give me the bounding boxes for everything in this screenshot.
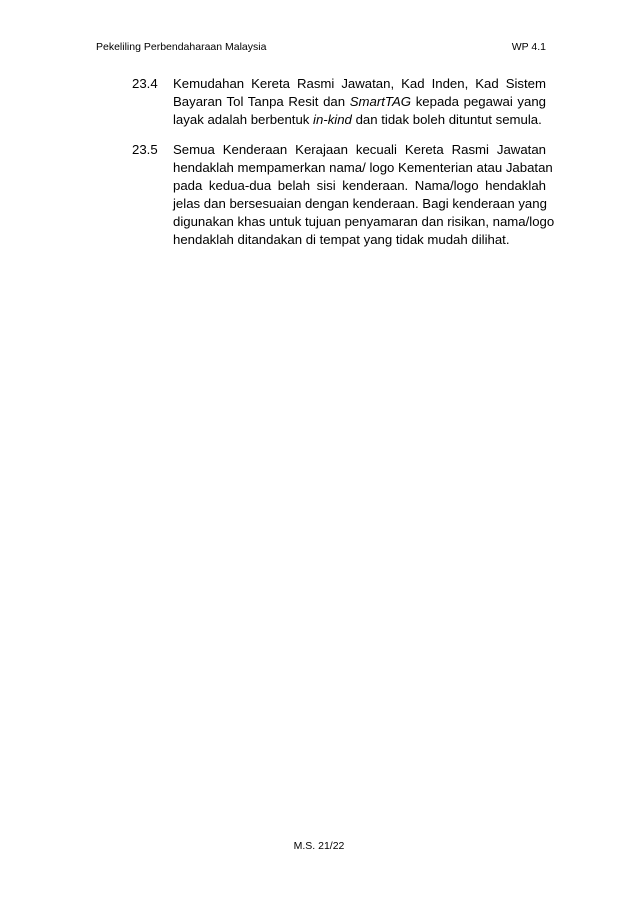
header-title: Pekeliling Perbendaharaan Malaysia [96, 41, 267, 53]
clause-line [173, 75, 546, 93]
italic-term: SmartTAG [349, 94, 412, 109]
text-run: dan tidak boleh dituntut semula. [351, 112, 542, 127]
text-run: kepada pegawai yang [411, 94, 547, 109]
italic-term: in-kind [313, 112, 352, 127]
clause-line [173, 177, 546, 195]
clause-line [173, 141, 546, 159]
page-number: M.S. 21/22 [293, 840, 345, 852]
text-run: hendaklah ditandakan di tempat yang tidak mudah dilihat. [173, 232, 510, 247]
clause-line [173, 111, 546, 129]
clause-number: 23.4 [132, 76, 158, 91]
clause-number: 23.5 [132, 142, 158, 157]
text-run: Bayaran Tol Tanpa Resit dan [173, 94, 350, 109]
clause-line [173, 93, 546, 111]
text-run: Semua Kenderaan Kerajaan kecuali Kereta Rasmi Jawatan [173, 142, 546, 157]
clause-line [173, 213, 555, 231]
clause-line [173, 159, 553, 177]
text-run: layak adalah berbentuk [173, 112, 314, 127]
header-reference: WP 4.1 [511, 41, 546, 53]
text-run: Kemudahan Kereta Rasmi Jawatan, Kad Inden, Kad Sistem [173, 76, 546, 91]
text-run: hendaklah mempamerkan nama/ logo Kementerian atau Jabatan [173, 160, 553, 175]
page-header [96, 40, 546, 56]
text-run: jelas dan bersesuaian dengan kenderaan. Bagi kenderaan yang [173, 196, 547, 211]
clause-line [173, 231, 546, 249]
clause-line [173, 195, 546, 213]
text-run: digunakan khas untuk tujuan penyamaran dan risikan, nama/logo [173, 214, 555, 229]
clause-text [173, 75, 546, 129]
page-footer [0, 839, 638, 853]
clause-text [173, 141, 555, 249]
text-run: pada kedua-dua belah sisi kenderaan. Nama/logo hendaklah [173, 178, 546, 193]
